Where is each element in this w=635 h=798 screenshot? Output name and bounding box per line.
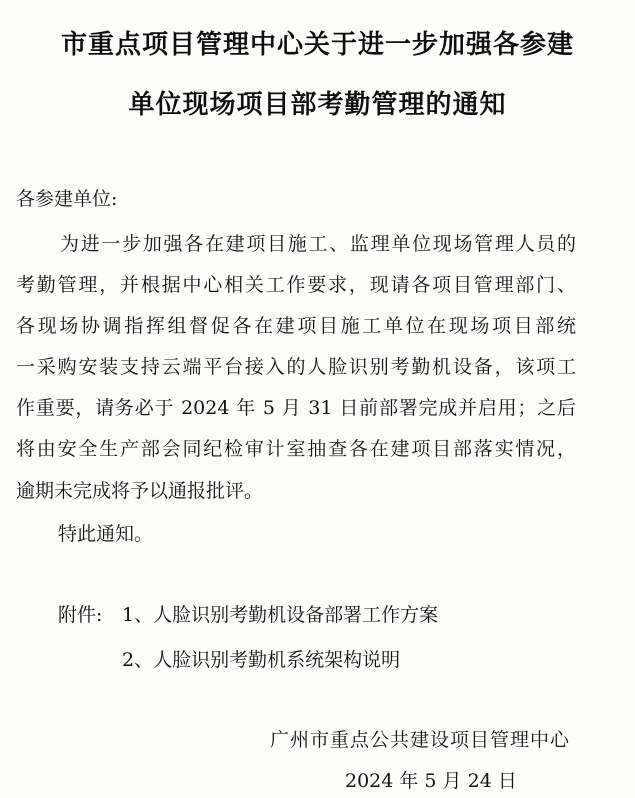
body-paragraph-line: 一采购安装支持云端平台接入的人脸识别考勤机设备，该项工 <box>16 356 576 378</box>
attachments-label: 附件: <box>58 604 103 626</box>
body-paragraph-line: 作重要，请务必于 2024 年 5 月 31 日前部署完成并启用；之后 <box>16 397 576 419</box>
issue-date: 2024 年 5 月 24 日 <box>345 770 517 792</box>
attachment-item: 1、人脸识别考勤机设备部署工作方案 <box>122 604 439 626</box>
notice-title-line-1: 市重点项目管理中心关于进一步加强各参建 <box>60 30 574 60</box>
body-paragraph-line: 将由安全生产部会同纪检审计室抽查各在建项目部落实情况， <box>16 438 576 460</box>
body-paragraph-line: 为进一步加强各在建项目施工、监理单位现场管理人员的 <box>60 233 576 255</box>
salutation: 各参建单位: <box>16 188 118 210</box>
body-paragraph-line-last: 逾期未完成将予以通报批评。 <box>16 480 264 502</box>
closing-remark: 特此通知。 <box>58 523 154 545</box>
issuing-organization: 广州市重点公共建设项目管理中心 <box>270 729 571 751</box>
attachment-item: 2、人脸识别考勤机系统架构说明 <box>122 649 401 671</box>
notice-title-line-2: 单位现场项目部考勤管理的通知 <box>128 90 507 120</box>
body-paragraph-line: 考勤管理，并根据中心相关工作要求，现请各项目管理部门、 <box>16 274 576 296</box>
body-paragraph-line: 各现场协调指挥组督促各在建项目施工单位在现场项目部统 <box>16 315 576 337</box>
